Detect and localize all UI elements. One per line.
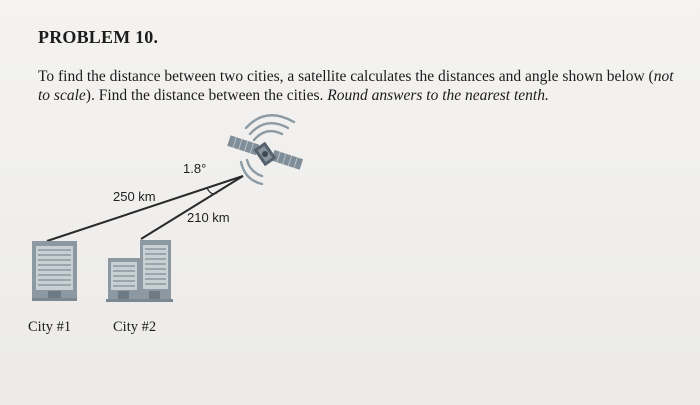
city-1-building-icon: [32, 241, 77, 301]
line-to-city-2: [141, 176, 243, 239]
problem-text-rounding: Round answers to the nearest tenth.: [327, 87, 549, 104]
city-2-label: City #2: [113, 319, 157, 335]
satellite-icon: [227, 115, 303, 184]
problem-text-intro: To find the distance between two cities, a satellite calculates the distances and angle shown below (: [38, 68, 654, 85]
distance-210-label: 210 km: [187, 210, 230, 225]
line-to-city-1: [47, 176, 243, 241]
problem-text-not-to-scale: not to scale: [38, 68, 674, 104]
problem-title: PROBLEM 10.: [38, 27, 159, 47]
distance-250-label: 250 km: [113, 189, 156, 204]
city-2-building-icon: [106, 240, 173, 302]
problem-text-middle: ). Find the distance between the cities.: [85, 87, 328, 104]
angle-label: 1.8°: [183, 161, 207, 176]
city-1-label: City #1: [28, 319, 72, 335]
